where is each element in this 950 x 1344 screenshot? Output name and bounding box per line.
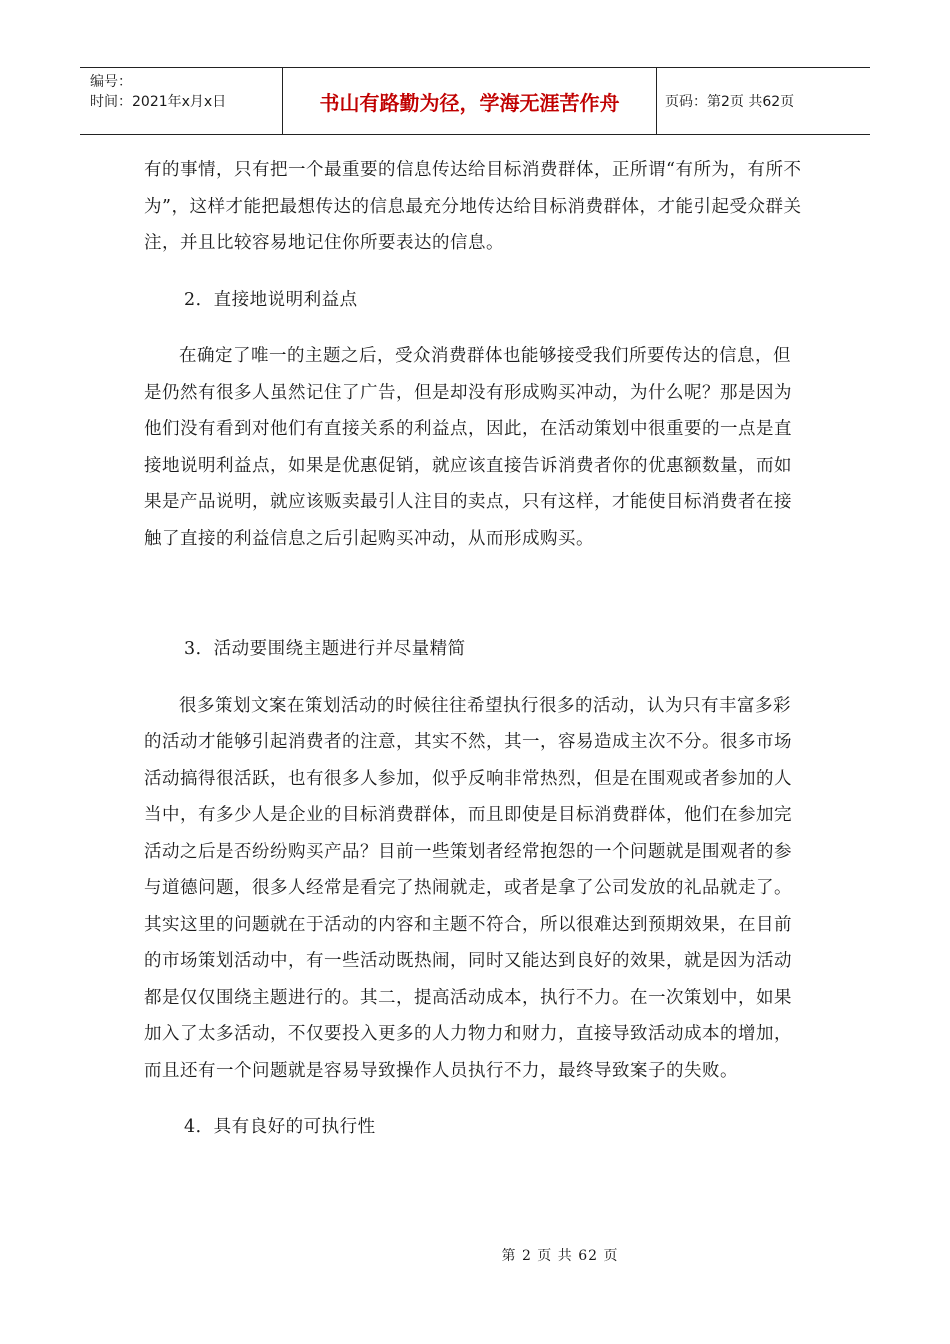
section-heading-3: 3．活动要围绕主题进行并尽量精简 <box>184 639 466 659</box>
document-body <box>144 152 804 1166</box>
header-motto: 书山有路勤为径，学海无涯苦作舟 <box>283 68 657 134</box>
header-page-info: 页码：第2页 共62页 <box>665 94 795 110</box>
document-header <box>80 67 870 135</box>
number-label: 编号： <box>90 74 132 90</box>
paragraph-3: 很多策划文案在策划活动的时候往往希望执行很多的活动，认为只有丰富多彩的活动才能够引起消费者的注意，其实不然，其一，容易造成主次不分。很多市场活动搞得很活跃，也有很多人参加，似乎反响非常热烈，但是在围观或者参加的人当中，有多少人是企业的目标消费群体，而且即使是目标消费群体，他们在参加完活动之后是否纷纷购买产品？目前一些策划者经常抱怨的一个问题就是围观者的参与道德问题，很多人经常是看完了热闹就走，或者是拿了公司发放的礼品就走了。其实这里的问题就在于活动的内容和主题不符合，所以很难达到预期效果，在目前的市场策划活动中，有一些活动既热闹，同时又能达到良好的效果，就是因为活动都是仅仅围绕主题进行的。其二，提高活动成本，执行不力。在一次策划中，如果加入了太多活动，不仅要投入更多的人力物力和财力，直接导致活动成本的增加，而且还有一个问题就是容易导致操作人员执行不力，最终导致案子的失败。 <box>144 695 792 1081</box>
time-label: 时间：2021年x月x日 <box>90 94 227 110</box>
header-meta <box>80 68 283 134</box>
paragraph-2: 在确定了唯一的主题之后，受众消费群体也能够接受我们所要传达的信息，但是仍然有很多人虽然记住了广告，但是却没有形成购买冲动，为什么呢？那是因为他们没有看到对他们有直接关系的利益点，因此，在活动策划中很重要的一点是直接地说明利益点，如果是优惠促销，就应该直接告诉消费者你的优惠额数量，而如果是产品说明，就应该贩卖最引人注目的卖点，只有这样，才能使目标消费者在接触了直接的利益信息之后引起购买冲动，从而形成购买。 <box>144 346 792 549</box>
section-heading-2: 2．直接地说明利益点 <box>184 289 358 310</box>
page-footer: 第 2 页 共 62 页 <box>501 1248 619 1264</box>
section-heading-4: 4．具有良好的可执行性 <box>184 1117 376 1137</box>
paragraph-continued: 有的事情，只有把一个最重要的信息传达给目标消费群体，正所谓“有所为，有所不为”，这样才能把最想传达的信息最充分地传达给目标消费群体，才能引起受众群关注，并且比较容易地记住你所要表达的信息。 <box>144 160 802 253</box>
blank-space <box>144 557 804 631</box>
